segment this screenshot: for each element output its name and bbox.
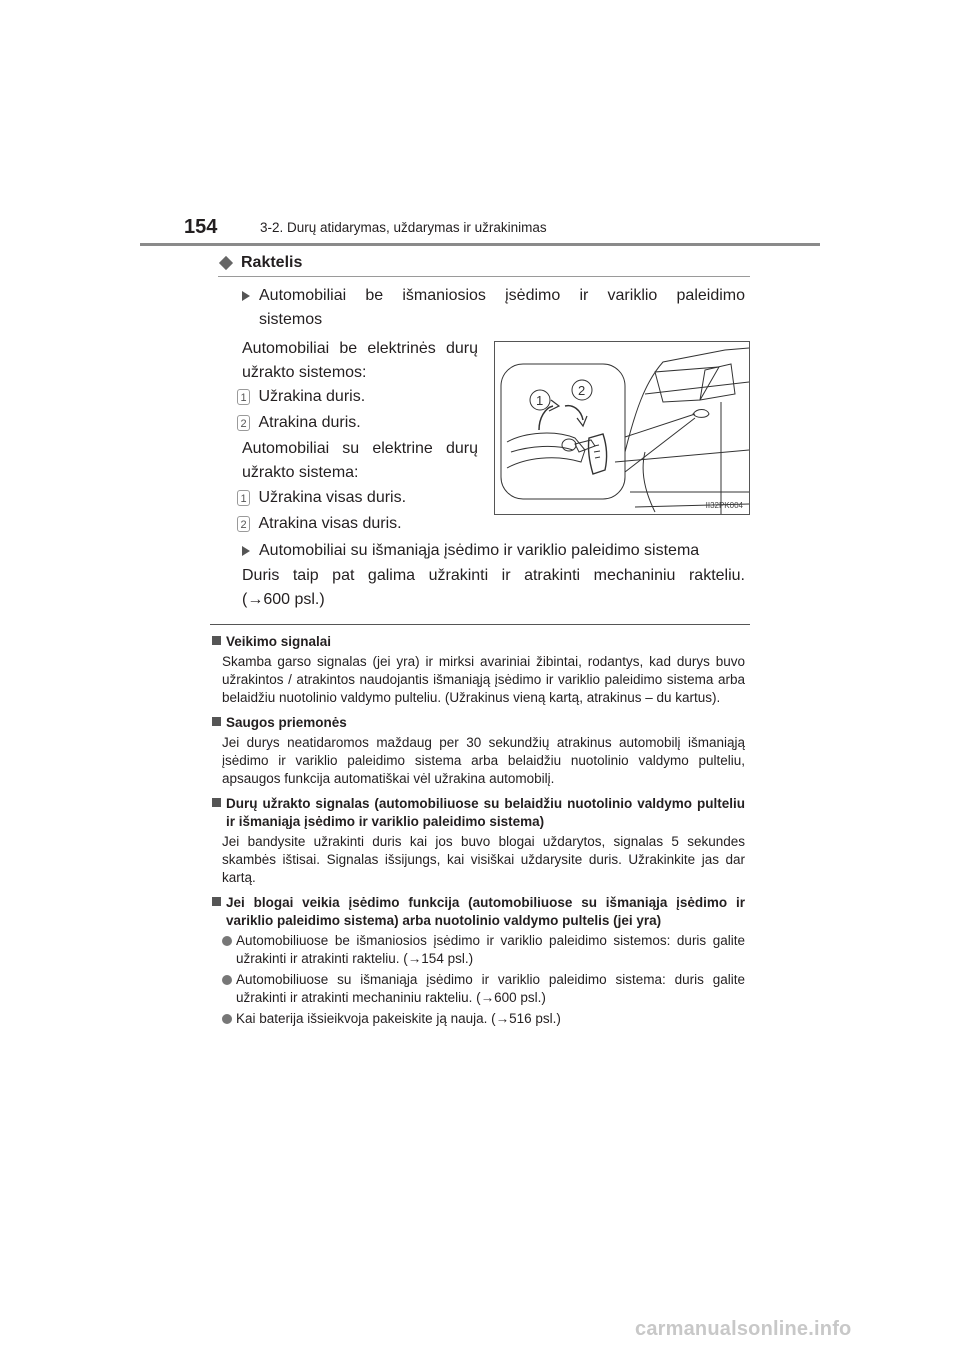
footer-watermark: carmanualsonline.info (635, 1318, 852, 1340)
group2-item-2: 2 Atrakina visas duris. (237, 512, 402, 536)
triangle-bullet-icon (242, 291, 250, 301)
section-header-title: 3-2. Durų atidarymas, uždarymas ir užrakinimas (260, 220, 547, 235)
note-bullet-item: Automobiliuose be išmaniosios įsėdimo ir variklio paleidimo sistemos: duris galite užrakinti ir atrakinti rakteliu. (→154 psl.) (212, 932, 745, 968)
callout-2: 2 (578, 383, 586, 398)
note-body: Jei durys neatidaromos maždaug per 30 sekundžių atrakinus automobilį išmaniąją įsėdimo ir variklio paleidimo sistema arba belaidžiu nuotolinio valdymo pulteliu, apsaugos funkcija automatiškai vėl užrakina automobilį. (222, 735, 745, 786)
circle-bullet-icon (222, 1014, 232, 1024)
subsection-2-text: Duris taip pat galima užrakinti ir atrakinti mechaniniu rakteliu. (→600 psl.) (242, 567, 745, 608)
section-heading (218, 254, 302, 272)
square-bullet-icon (212, 897, 221, 906)
car-door-key-drawing (495, 342, 749, 514)
callout-1: 1 (536, 393, 544, 408)
group1-item-2: 2 Atrakina duris. (237, 411, 361, 435)
step-number-badge: 1 (237, 490, 250, 506)
note-body: Skamba garso signalas (jei yra) ir mirksi avariniai žibintai, rodantys, kad durys buvo užrakintos / atrakintos naudojantis išmaniąją įsėdimo ir variklio paleidimo sistema arba belaidžiu nuotolinio valdymo pulteliu. (Užrakinus vieną kartą, atrakinus – du kartus). (222, 654, 745, 705)
page-number: 154 (184, 216, 218, 238)
square-bullet-icon (212, 717, 221, 726)
square-bullet-icon (212, 636, 221, 645)
group1-title: Automobiliai be elektrinės durų užrakto sistemos: (242, 340, 478, 381)
square-bullet-icon (212, 798, 221, 807)
circle-bullet-icon (222, 936, 232, 946)
subsection-title-2: Automobiliai su išmaniąja įsėdimo ir variklio paleidimo sistema (242, 539, 745, 563)
notes-section (212, 633, 745, 1028)
group1-item-1: 1 Užrakina duris. (237, 385, 365, 409)
figure-code: II32PK004 (705, 501, 743, 510)
note-title: Jei blogai veikia įsėdimo funkcija (automobiliuose su išmaniąja įsėdimo ir variklio paleidimo sistema) arba nuotolinio valdymo pultelis (jei yra) (212, 894, 745, 930)
diamond-icon (219, 256, 233, 270)
subsection-title-1: Automobiliai be išmaniosios įsėdimo ir variklio paleidimo sistemos (242, 284, 745, 332)
step-number-badge: 2 (237, 415, 250, 431)
header-divider (140, 243, 820, 246)
group2-item-1: 1 Užrakina visas duris. (237, 486, 406, 510)
note-bullet-item: Automobiliuose su išmaniąja įsėdimo ir variklio paleidimo sistema: duris galite užrakinti ir atrakinti mechaniniu rakteliu. (→600 psl.) (212, 971, 745, 1007)
section-divider (218, 276, 750, 277)
triangle-bullet-icon (242, 546, 250, 556)
key-illustration (494, 341, 750, 515)
note-title: Durų užrakto signalas (automobiliuose su belaidžiu nuotolinio valdymo pulteliu ir išmaniąja įsėdimo ir variklio paleidimo sistema) (212, 795, 745, 831)
note-title: Veikimo signalai (212, 633, 745, 651)
note-title: Saugos priemonės (212, 714, 745, 732)
section-heading-text: Raktelis (241, 254, 303, 271)
circle-bullet-icon (222, 975, 232, 985)
notes-divider (210, 624, 750, 625)
step-number-badge: 2 (237, 516, 250, 532)
note-body: Jei bandysite užrakinti duris kai jos buvo blogai uždarytos, signalas 5 sekundes skambės ištisai. Signalas išsijungs, kai visiškai uždarysite duris. Užrakinkite jas dar kartą. (222, 834, 745, 885)
group2-title: Automobiliai su elektrine durų užrakto sistema: (242, 440, 478, 481)
step-number-badge: 1 (237, 389, 250, 405)
note-bullet-item: Kai baterija išsieikvoja pakeiskite ją nauja. (→516 psl.) (212, 1010, 745, 1028)
